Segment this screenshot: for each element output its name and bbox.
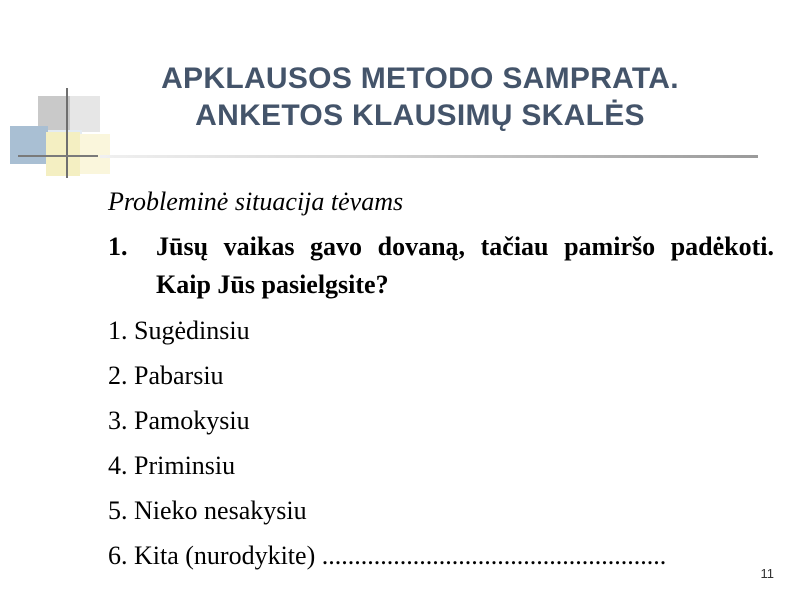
- answer-option: 2. Pabarsiu: [108, 361, 224, 390]
- title-divider: [100, 155, 758, 158]
- answer-options: [108, 308, 774, 578]
- slide-body: [108, 182, 774, 578]
- decorative-square-blue: [10, 126, 48, 164]
- page-number: 11: [760, 566, 774, 581]
- decorative-square-yellow: [46, 132, 80, 176]
- question: [108, 228, 774, 304]
- slide-title: [110, 60, 730, 134]
- decorative-square-pale-yellow: [80, 134, 110, 174]
- question-number: 1.: [108, 232, 128, 261]
- answer-option: 1. Sugėdinsiu: [108, 316, 250, 345]
- answer-option: 6. Kita (nurodykite) .....................................................: [108, 541, 667, 570]
- answer-option: 3. Pamokysiu: [108, 406, 250, 435]
- slide-title-line-2: ANKETOS KLAUSIMŲ SKALĖS: [195, 99, 645, 132]
- answer-option: 4. Priminsiu: [108, 451, 236, 480]
- answer-option: 5. Nieko nesakysiu: [108, 496, 307, 525]
- slide-title-line-1: APKLAUSOS METODO SAMPRATA.: [161, 62, 679, 95]
- decorative-horizontal-line: [18, 155, 98, 157]
- decorative-square-light-gray: [70, 96, 100, 132]
- question-text: Jūsų vaikas gavo dovaną, tačiau pamiršo padėkoti. Kaip Jūs pasielgsite?: [156, 232, 774, 299]
- decorative-vertical-line: [66, 88, 68, 178]
- slide-subtitle: Probleminė situacija tėvams: [108, 187, 404, 216]
